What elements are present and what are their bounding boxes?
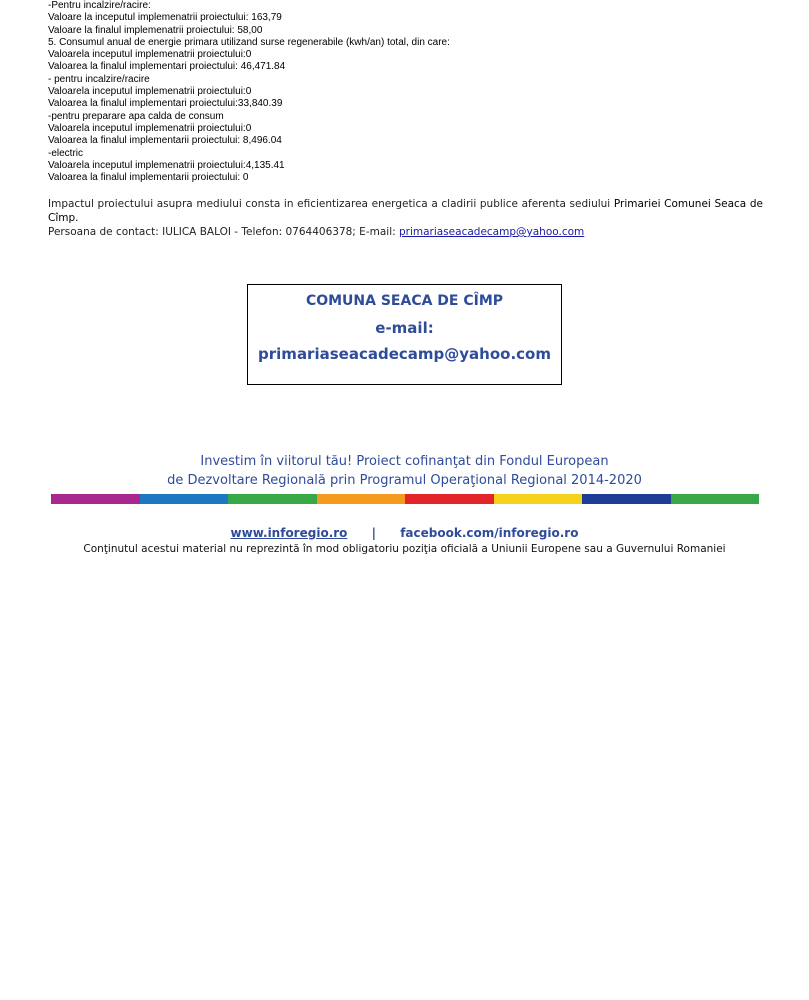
energy-line: -pentru preparare apa calda de consum [48, 110, 224, 122]
box-title: COMUNA SEACA DE CÎMP [305, 293, 504, 309]
stripe-segment [582, 494, 671, 504]
stripe-segment [405, 494, 494, 504]
energy-line: -electric [48, 147, 84, 159]
energy-line: Valoarea la finalul implementari proiectului: 46,471.84 [48, 61, 286, 73]
stripe-segment [51, 494, 140, 504]
impact-text: Impactul proiectului asupra mediului consta in eficientizarea energetica a cladirii publice aferenta sediului [48, 198, 614, 210]
energy-values-list [48, 0, 768, 184]
facebook-link[interactable]: facebook.com/inforegio.ro [400, 526, 579, 540]
inforegio-link[interactable]: www.inforegio.ro [230, 526, 348, 540]
energy-line: Valoare la finalul implemenatrii proiectului: 58,00 [48, 24, 263, 36]
stripe-segment [317, 494, 406, 504]
stripe-segment [228, 494, 317, 504]
energy-line: Valoarela inceputul implemenatrii proiectului:0 [48, 86, 252, 98]
energy-line: Valoarea la finalul implementarii proiectului: 8,496.04 [48, 135, 282, 147]
energy-line: Valoarela inceputul implemenatrii proiectului:4,135.41 [48, 159, 285, 171]
stripe-segment [494, 494, 583, 504]
funding-statement [0, 452, 809, 490]
energy-line: Valoarela inceputul implemenatrii proiectului:0 [48, 49, 252, 61]
energy-line: Valoarea la finalul implementari proiectului:33,840.39 [48, 98, 283, 110]
energy-line: - pentru incalzire/racire [48, 73, 150, 85]
contact-email-link[interactable]: primariaseacadecamp@yahoo.com [398, 226, 585, 238]
box-email-label: e-mail: [375, 319, 434, 337]
impact-paragraph [48, 197, 763, 225]
contact-label: Persoana de contact: IULICA BALOI - Telefon: 0764406378; E-mail: [48, 226, 399, 238]
funding-line-2: de Dezvoltare Regională prin Programul Operaţional Regional 2014-2020 [167, 473, 642, 488]
energy-line: Valoare la inceputul implemenatrii proiectului: 163,79 [48, 12, 282, 24]
stripe-segment [671, 494, 760, 504]
energy-line: -Pentru incalzire/racire: [48, 0, 151, 11]
energy-line: 5. Consumul anual de energie primara utilizand surse regenerabile (kwh/an) total, din care: [48, 36, 450, 48]
contact-box [247, 284, 562, 385]
energy-line: Valoarela inceputul implemenatrii proiectului:0 [48, 122, 252, 134]
footer-links [0, 526, 809, 540]
energy-line: Valoarea la finalul implementarii proiectului: 0 [48, 172, 249, 184]
funding-line-1: Investim în viitorul tău! Proiect cofinanţat din Fondul European [200, 454, 609, 469]
color-stripe [51, 494, 759, 504]
footer-separator: | [371, 526, 376, 540]
box-email: primariaseacadecamp@yahoo.com [258, 345, 551, 363]
impact-beneficiary: Primariei Comunei Seaca de Cîmp. [48, 198, 763, 224]
disclaimer: Conţinutul acestui material nu reprezintă în mod obligatoriu poziţia oficială a Uniunii Europene sau a Guvernului Romaniei [83, 543, 726, 555]
stripe-segment [140, 494, 229, 504]
contact-line [48, 225, 763, 239]
